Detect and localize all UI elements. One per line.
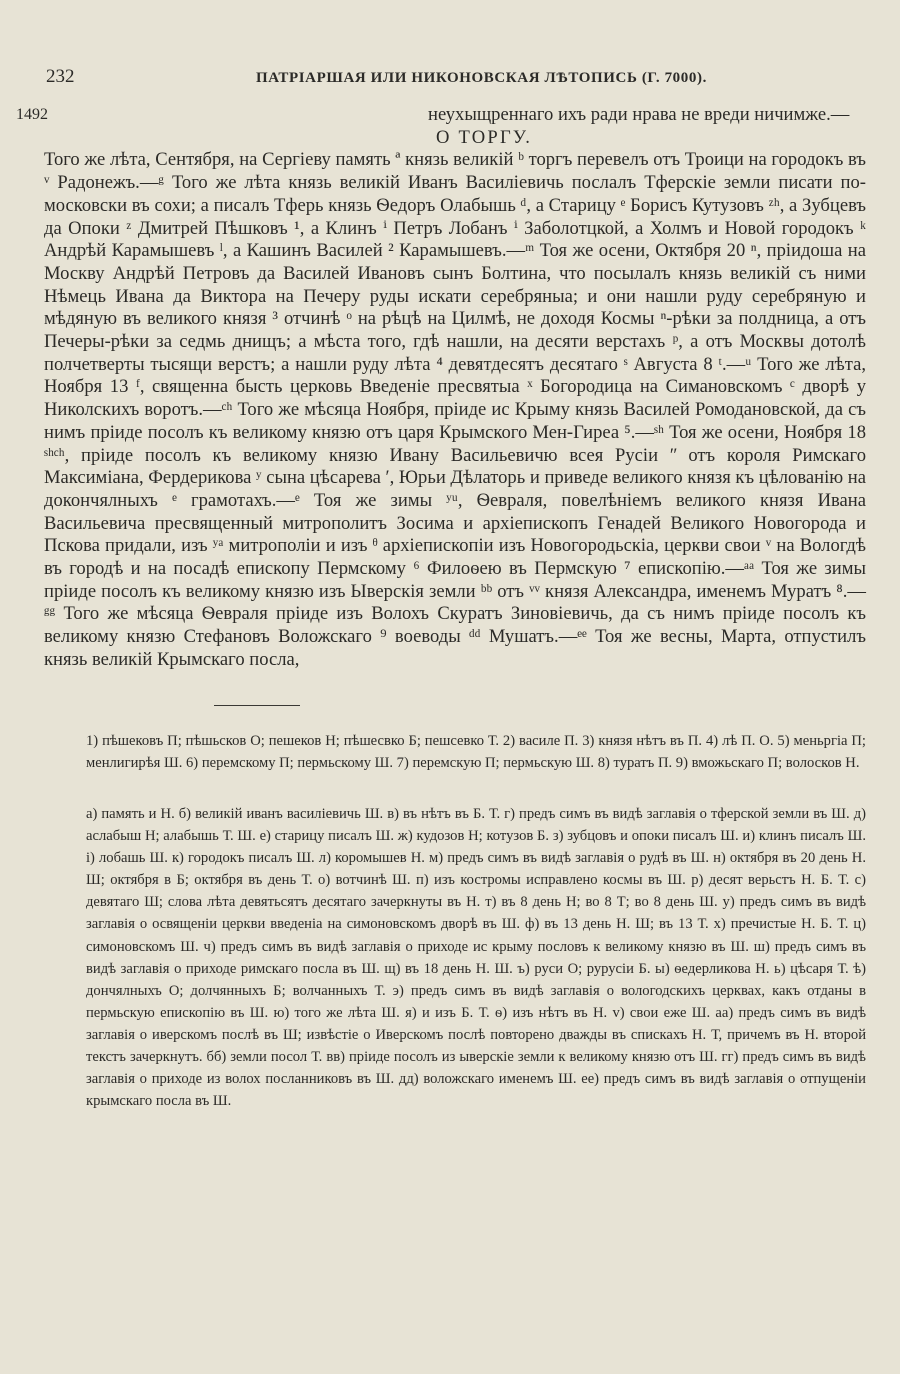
numbered-footnotes: [86, 730, 866, 774]
page-number: 232: [46, 66, 75, 87]
main-text: [44, 104, 866, 672]
lettered-footnotes-text: а) память и Н. б) великій иванъ василіевичь Ш. в) въ нѣтъ въ Б. Т. г) предъ симъ въ видѣ заглавія о тферской земли въ Ш. д) аслабыш Н; алабышь Т. Ш. е) старицу писалъ Ш. ж) кудозов Н; котузов Б. з) зубцовъ и опоки писалъ Ш. и) клинъ писалъ Ш. і) лобашь Ш. к) городокъ писалъ Ш. л) коромышев Н. м) предъ симъ въ видѣ заглавія о рудѣ въ Ш. н) октября въ 20 день Н. Ш; октября в Б; октября въ день Т. о) вотчинѣ Ш. п) изъ костромы исправлено космы въ Ш. р) десят верьстъ Н. Б. Т. с) девятаго Ш; слова лѣта девятьсятъ десятаго зачеркнуты въ Н. т) въ 8 день Н; во 8 Т; во 8 день Ш. у) предъ симъ въ видѣ заглавія о освященіи церкви введеніа на симоновскомъ дворѣ въ Ш. ф) въ 13 день Н. Ш; въ 13 Т. х) пречистые Н. Б. Т. ц) симоновскомъ Ш. ч) предъ симъ въ видѣ заглавія о приходе ис крыму пословъ к великому князю въ Ш. ш) предъ симъ въ видѣ заглавія о приходе римскаго посла въ Ш. щ) въ 18 день Н. Ш. ъ) руси О; рурусіи Б. ы) ѳедерликова Н. ь) цѣсаря Т. ѣ) дончялныхъ О; долчянныхъ Б; волчанныхъ Т. э) предъ симъ въ видѣ заглавія о вологодскихъ церквах, какъ отданы в пермьскую епископію въ Ш. ю) того же лѣта Ш. я) и изъ Б. Т. ѳ) изъ нѣтъ въ Н. v) свои еже Ш. аа) предъ симъ въ видѣ заглавія о иверскомъ послѣ въ Ш; извѣстіе о Иверскомъ послѣ повторено дважды въ спискахъ Н. Т, причемъ въ Н. второй текстъ зачеркнутъ. бб) земли посол Т. вв) пріиде посолъ из ыверскіе земли к великому князю отъ Ш. гг) предъ симъ въ видѣ заглавія о приходе из волох посланниковъ въ Ш. дд) воложскаго именемъ Ш. ее) предъ симъ въ видѣ заглавія о отпущеніи крымскаго посла въ Ш.: [86, 806, 866, 1110]
lettered-footnotes: [86, 803, 866, 1112]
continuation-line: неухыщреннаго ихъ ради нрава не вреди ничимже.—: [428, 104, 850, 125]
page-title: ПАТРІАРШАЯ ИЛИ НИКОНОВСКАЯ ЛѢТОПИСЬ (Г. 7000).: [256, 70, 707, 86]
footnote-divider: [214, 705, 300, 706]
chronicle-paragraph: Того же лѣта, Сентября, на Сергіеву память ª князь великій ᵇ торгъ перевелъ отъ Троици на городокъ въ ᵛ Радонежъ.—ᵍ Того же лѣта князь великій Иванъ Василіевичь послалъ Тферскіе земли писати по-московски въ сохи; а писалъ Тферь князь Ѳедоръ Олабышь ᵈ, а Старицу ᵉ Борисъ Кутузовъ ᶻʰ, а Зубцевъ да Опоки ᶻ Дмитрей Пѣшковъ ¹, а Клинъ ⁱ Петръ Лобанъ ⁱ Заболотцкой, а Холмъ и Новой городокъ ᵏ Андрѣй Карамышевъ ˡ, а Кашинъ Василей ² Карамышевъ.—ᵐ Тоя же осени, Октября 20 ⁿ, пріидоша на Москву Андрѣй Петровъ да Василей Ивановъ сынъ Болтина, что посылалъ князь великій съ ними Нѣмець Ивана да Виктора на Печеру руды искати серебряныа; и они нашли руду серебряную и мѣдяную въ великого князя ³ отчинѣ ᵒ на рѣцѣ на Цилмѣ, не доходя Космы ⁿ-рѣки за полдница, а отъ Печеры-рѣки за седмь днищъ; а мѣста того, гдѣ нашли, на десяти верстахъ ᵖ, а отъ Москвы дотолѣ полчетверты тысящи верстъ; а нашли руду лѣта ⁴ девятдесятъ десятаго ˢ Августа 8 ᵗ.—ᵘ Того же лѣта, Ноября 13 ᶠ, священна бысть церковь Введеніе пресвятыа ˣ Богородица на Симановскомъ ᶜ дворѣ у Николскихъ воротъ.—ᶜʰ Того же мѣсяца Ноября, пріиде ис Крыму князь Василей Ромодановской, да съ нимъ пріиде посолъ къ великому князю отъ царя Крымского Мен-Гиреа ⁵.—ˢʰ Тоя же осени, Ноября 18 ˢʰᶜʰ, пріиде посолъ къ великому князю Ивану Васильевичю всея Русіи ʺ отъ короля Римскаго Максиміана, Фердерикова ʸ сына цѣсарева ʹ, Юрьи Дѣлаторь и приведе великого князя къ цѣлованію на докончялныхъ ᵉ грамотахъ.—ᵉ Тоя же зимы ʸᵘ, Ѳевраля, повелѣніемъ великого князя Ивана Васильевича пресвященный митрополитъ Зосима и архіепископъ Генадей Великого Новогорода и Пскова придали, изъ ʸᵃ митрополіи и изъ ᶿ архіепископіи изъ Новогородьскіа, церкви свои ᵛ на Вологдѣ въ городѣ и на посадѣ епископу Пермскому ⁶ Филоѳею въ Пермскую ⁷ епископію.—ᵃᵃ Тоя же зимы пріиде посолъ къ великому князю изъ Ыверскія земли ᵇᵇ отъ ᵛᵛ князя Александра, именемъ Муратъ ⁸.—ᵍᵍ Того же мѣсяца Ѳевраля пріиде изъ Волохъ Скуратъ Зиновіевичь, да съ нимъ пріиде посолъ къ великому князю Стефановъ Воложскаго ⁹ воеводы ᵈᵈ Мушатъ.—ᵉᵉ Тоя же весны, Марта, отпустилъ князь великій Крымскаго посла,: [44, 149, 866, 670]
numbered-footnotes-text: 1) пѣшековъ П; пѣшьсков О; пешеков Н; пѣшесвко Б; пешсевко Т. 2) василе П. 3) князя нѣтъ въ П. 4) лѣ П. О. 5) меньргіа П; менлигирѣя Ш. 6) перемскому П; пермьскому Ш. 7) перемскую П; пермьскую Ш. 8) туратъ П. 9) вможьскаго П; волосков Н.: [86, 733, 866, 772]
section-heading: О ТОРГУ.: [436, 126, 533, 148]
margin-year: 1492: [16, 106, 48, 123]
running-head: [46, 66, 856, 88]
